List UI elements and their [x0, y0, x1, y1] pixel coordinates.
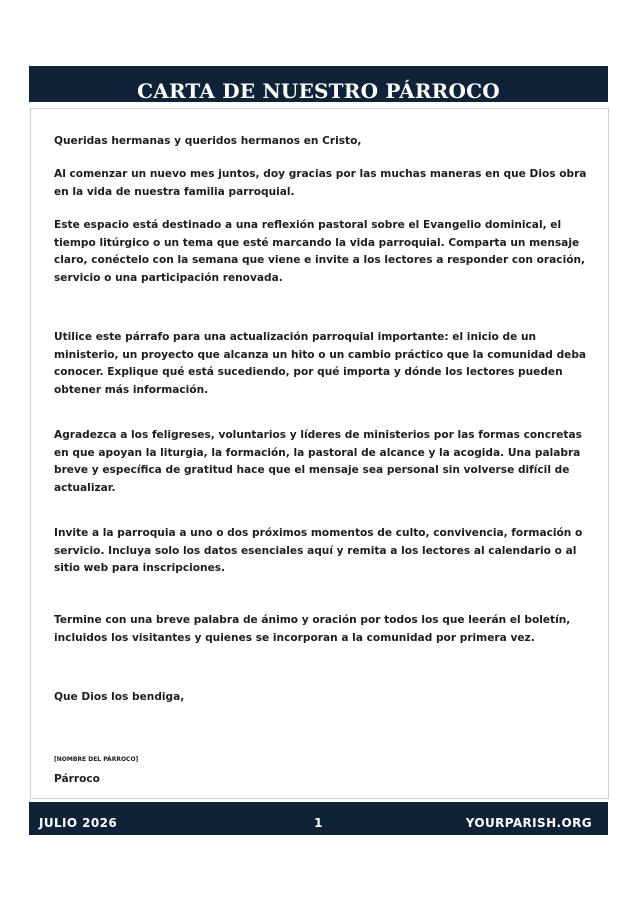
footer-banner: [29, 802, 608, 835]
letter-paragraph: Invite a la parroquia a uno o dos próximos momentos de culto, convivencia, formación o servicio. Incluya solo los datos esenciales aquí y remita a los lectores al calendario o al sitio web para inscripciones.: [54, 527, 583, 575]
letter-paragraph: Termine con una breve palabra de ánimo y oración por todos los que leerán el boletín, incluidos los visitantes y quienes se incorporan a la comunidad por primera vez.: [54, 614, 571, 644]
header-banner: [29, 66, 608, 102]
letter-closing: Que Dios los bendiga,: [54, 691, 185, 703]
letter-content-box: [30, 108, 609, 799]
footer-page-number: 1: [314, 816, 323, 830]
letter-paragraph: Este espacio está destinado a una reflexión pastoral sobre el Evangelio dominical, el tiempo litúrgico o un tema que esté marcando la vida parroquial. Comparta un mensaje claro, conéctelo con la semana que viene e invite a los lectores a responder con oración, servicio o una participación renovada.: [54, 219, 586, 284]
letter-paragraph: Utilice este párrafo para una actualización parroquial importante: el inicio de un ministerio, un proyecto que alcanza un hito o un cambio práctico que la comunidad deba conocer. Explique qué está sucediendo, por qué importa y dónde los lectores pueden obtener más información.: [54, 331, 587, 396]
signature-role: Párroco: [54, 773, 100, 785]
letter-paragraph: Al comenzar un nuevo mes juntos, doy gracias por las muchas maneras en que Dios obra en la vida de nuestra familia parroquial.: [54, 168, 587, 198]
signature-name-placeholder: [NOMBRE DEL PÁRROCO]: [54, 756, 139, 763]
footer-date: JULIO 2026: [39, 816, 118, 830]
letter-greeting: Queridas hermanas y queridos hermanos en Cristo,: [54, 135, 362, 147]
footer-website: YOURPARISH.ORG: [465, 816, 592, 830]
letter-paragraph: Agradezca a los feligreses, voluntarios y líderes de ministerios por las formas concretas en que apoyan la liturgia, la formación, la pastoral de alcance y la acogida. Una palabra breve y específica de gratitud hace que el mensaje sea personal sin volverse difícil de actualizar.: [54, 429, 582, 494]
page-title: CARTA DE NUESTRO PÁRROCO: [137, 78, 500, 103]
